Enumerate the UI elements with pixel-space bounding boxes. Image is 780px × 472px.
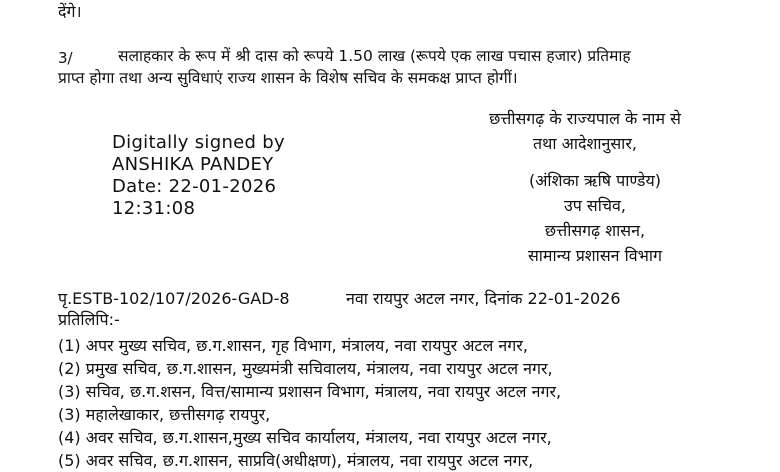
signatory-designation: उप सचिव, bbox=[563, 196, 627, 215]
copy-heading: प्रतिलिपि:- bbox=[58, 310, 120, 329]
signature-line-4: 12:31:08 bbox=[112, 198, 196, 219]
order-line-1: छत्तीसगढ़ के राज्यपाल के नाम से bbox=[489, 109, 681, 128]
para3-line2: प्राप्त होगा तथा अन्य सुविधाएं राज्य शासन के विशेष सचिव के समकक्ष प्राप्त होगीं। bbox=[58, 69, 518, 87]
signature-line-1: Digitally signed by bbox=[112, 132, 285, 153]
memo-number: पृ.ESTB-102/107/2026-GAD-8 bbox=[58, 289, 290, 308]
top-fragment: देंगे। bbox=[58, 2, 82, 21]
para3-number: 3/ bbox=[58, 49, 73, 67]
signatory-department: सामान्य प्रशासन विभाग bbox=[527, 246, 663, 265]
memo-place-date: नवा रायपुर अटल नगर, दिनांक 22-01-2026 bbox=[346, 289, 621, 308]
list-item: (5) अवर सचिव, छ.ग.शासन, साप्रवि(अधीक्षण), मंत्रालय, नवा रायपुर अटल नगर, bbox=[58, 451, 534, 470]
list-item: (3) सचिव, छ.ग.शसन, वित्त/सामान्य प्रशासन विभाग, मंत्रालय, नवा रायपुर अटल नगर, bbox=[58, 382, 562, 401]
signature-line-2: ANSHIKA PANDEY bbox=[112, 154, 274, 175]
digital-signature-block bbox=[112, 132, 285, 220]
para3-line1: सलाहकार के रूप में श्री दास को रूपये 1.50 लाख (रूपये एक लाख पचास हजार) प्रतिमाह bbox=[118, 47, 631, 65]
signatory-office: छत्तीसगढ़ शासन, bbox=[544, 221, 646, 240]
signatory-block bbox=[470, 168, 720, 268]
list-item: (2) प्रमुख सचिव, छ.ग.शासन, मुख्यमंत्री सचिवालय, मंत्रालय, नवा रायपुर अटल नगर, bbox=[58, 359, 553, 378]
copy-list bbox=[58, 334, 561, 472]
list-item: (3) महालेखाकार, छत्तीसगढ़ रायपुर, bbox=[58, 405, 271, 424]
order-line-2: तथा आदेशानुसार, bbox=[533, 134, 637, 153]
signatory-name: (अंशिका ऋषि पाण्डेय) bbox=[528, 171, 662, 190]
list-item: (4) अवर सचिव, छ.ग.शासन,मुख्य सचिव कार्यालय, मंत्रालय, नवा रायपुर अटल नगर, bbox=[58, 428, 552, 447]
list-item: (1) अपर मुख्य सचिव, छ.ग.शासन, गृह विभाग, मंत्रालय, नवा रायपुर अटल नगर, bbox=[58, 336, 528, 355]
order-block bbox=[470, 106, 700, 156]
signature-line-3: Date: 22-01-2026 bbox=[112, 176, 277, 197]
